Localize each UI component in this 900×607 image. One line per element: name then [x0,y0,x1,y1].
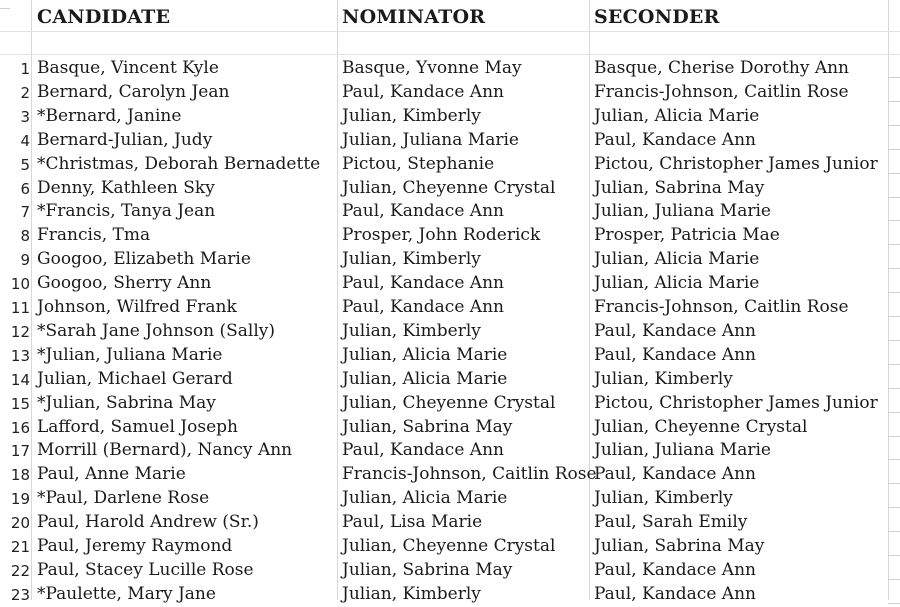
nominator-cell[interactable]: Julian, Kimberly [342,249,481,270]
table-row[interactable] [0,105,900,129]
nominator-cell[interactable]: Julian, Alicia Marie [342,488,508,509]
seconder-cell[interactable]: Francis-Johnson, Caitlin Rose [594,81,849,102]
table-row[interactable] [0,487,900,511]
seconder-cell[interactable]: Julian, Alicia Marie [594,273,760,294]
row-number: 18 [10,466,30,485]
row-divider [888,77,900,78]
seconder-cell[interactable]: Paul, Sarah Emily [594,512,748,533]
candidate-cell[interactable]: *Julian, Juliana Marie [37,344,223,365]
seconder-cell[interactable]: Pictou, Christopher James Junior [594,392,878,413]
candidate-cell[interactable]: Bernard-Julian, Judy [37,129,213,150]
nominator-cell[interactable]: Paul, Kandace Ann [342,297,504,317]
seconder-cell[interactable]: Julian, Sabrina May [594,536,765,556]
row-divider [888,531,900,532]
table-row[interactable] [0,129,900,153]
row-divider [888,244,900,245]
seconder-cell[interactable]: Basque, Cherise Dorothy Ann [594,58,850,78]
seconder-cell[interactable]: Julian, Sabrina May [594,177,765,198]
seconder-cell[interactable]: Julian, Alicia Marie [594,249,760,270]
row-divider [888,436,900,437]
row-divider [888,388,900,389]
row-number: 14 [10,370,30,389]
nominator-cell[interactable]: Julian, Kimberly [342,583,481,604]
candidate-cell[interactable]: *Paul, Darlene Rose [37,488,210,509]
candidate-cell[interactable]: *Christmas, Deborah Bernadette [37,153,321,174]
nominator-cell[interactable]: Prosper, John Roderick [342,225,541,246]
table-row[interactable] [0,392,900,416]
row-divider [888,268,900,269]
row-divider [888,364,900,365]
row-number: 2 [20,83,30,102]
row-divider [888,197,900,198]
row-divider [888,220,900,221]
row-number: 1 [20,60,30,78]
table-row[interactable] [0,272,900,296]
row-divider [888,483,900,484]
seconder-cell[interactable]: Prosper, Patricia Mae [594,225,780,246]
row-divider [888,555,900,556]
nominator-cell[interactable]: Julian, Sabrina May [342,559,513,580]
seconder-cell[interactable]: Pictou, Christopher James Junior [594,153,878,174]
table-row[interactable] [0,296,900,320]
row-number: 19 [10,490,30,509]
nominator-cell[interactable]: Julian, Cheyenne Crystal [342,177,556,198]
candidate-cell[interactable]: Googoo, Elizabeth Marie [37,249,251,270]
seconder-cell[interactable]: Paul, Kandace Ann [594,344,756,365]
table-row[interactable] [0,57,900,81]
nominator-cell[interactable]: Julian, Alicia Marie [342,368,508,389]
seconder-cell[interactable]: Julian, Cheyenne Crystal [594,416,808,437]
candidate-cell[interactable]: Denny, Kathleen Sky [37,177,215,198]
row-number: 13 [10,346,30,365]
row-number: 4 [20,131,30,150]
nominator-cell[interactable]: Julian, Kimberly [342,105,481,126]
row-number: 7 [20,203,30,222]
row-divider [0,31,900,32]
table-row[interactable] [0,200,900,224]
nominator-cell[interactable]: Francis-Johnson, Caitlin Rose [342,464,597,485]
seconder-cell[interactable]: Julian, Juliana Marie [594,201,771,222]
row-number: 20 [10,514,30,533]
header-nominator[interactable]: NOMINATOR [342,6,486,28]
row-divider [888,603,900,604]
nominator-cell[interactable]: Julian, Alicia Marie [342,344,508,365]
candidate-cell[interactable]: Paul, Jeremy Raymond [37,536,233,556]
row-divider [888,125,900,126]
row-divider [888,316,900,317]
candidate-cell[interactable]: Googoo, Sherry Ann [37,273,212,294]
row-number: 17 [10,442,30,461]
row-number: 23 [10,585,30,604]
row-number: 10 [10,275,30,294]
seconder-cell[interactable]: Julian, Juliana Marie [594,440,771,461]
row-number: 9 [20,251,30,270]
table-row[interactable] [0,153,900,177]
table-row[interactable] [0,177,900,201]
candidate-cell[interactable]: *Sarah Jane Johnson (Sally) [37,320,276,341]
nominator-cell[interactable]: Julian, Kimberly [342,320,481,341]
row-divider [888,101,900,102]
row-divider [888,149,900,150]
seconder-cell[interactable]: Paul, Kandace Ann [594,129,756,150]
row-number: 5 [20,155,30,174]
table-row[interactable] [0,463,900,487]
row-number: 3 [20,107,30,126]
row-number: 6 [20,179,30,198]
seconder-cell[interactable]: Julian, Kimberly [594,488,733,509]
nominator-cell[interactable]: Pictou, Stephanie [342,153,495,174]
seconder-cell[interactable]: Paul, Kandace Ann [594,583,756,604]
row-number: 21 [10,538,30,556]
row-divider [0,54,900,55]
row-number: 12 [10,322,30,341]
seconder-cell[interactable]: Paul, Kandace Ann [594,464,756,485]
table-row[interactable] [0,583,900,607]
seconder-cell[interactable]: Julian, Kimberly [594,368,733,389]
header-seconder[interactable]: SECONDER [594,6,720,28]
candidate-cell[interactable]: *Bernard, Janine [37,105,182,126]
nominator-cell[interactable]: Paul, Kandace Ann [342,273,504,294]
row-divider [888,340,900,341]
candidate-cell[interactable]: *Julian, Sabrina May [37,392,216,413]
row-divider [888,292,900,293]
row-divider [0,8,10,9]
row-number: 15 [10,394,30,413]
seconder-cell[interactable]: Francis-Johnson, Caitlin Rose [594,297,849,317]
table-row[interactable] [0,439,900,463]
candidate-cell[interactable]: Julian, Michael Gerard [37,368,233,389]
candidate-cell[interactable]: Lafford, Samuel Joseph [37,416,238,437]
nominator-cell[interactable]: Paul, Kandace Ann [342,81,504,102]
seconder-cell[interactable]: Paul, Kandace Ann [594,320,756,341]
table-row[interactable] [0,248,900,272]
nominator-cell[interactable]: Paul, Kandace Ann [342,440,504,461]
candidate-cell[interactable]: *Paulette, Mary Jane [37,583,216,604]
nominator-cell[interactable]: Julian, Juliana Marie [342,129,519,150]
row-number: 11 [10,299,30,317]
table-row[interactable] [0,416,900,440]
table-row[interactable] [0,559,900,583]
candidate-cell[interactable]: Morrill (Bernard), Nancy Ann [37,440,293,461]
candidate-cell[interactable]: Paul, Stacey Lucille Rose [37,559,254,580]
row-divider [888,579,900,580]
row-divider [888,459,900,460]
candidate-cell[interactable]: *Francis, Tanya Jean [37,201,216,222]
table-row[interactable] [0,224,900,248]
row-divider [888,173,900,174]
row-number: 22 [10,561,30,580]
candidate-cell[interactable]: Paul, Anne Marie [37,464,186,485]
table-row[interactable] [0,320,900,344]
candidate-cell[interactable]: Basque, Vincent Kyle [37,58,219,78]
seconder-cell[interactable]: Julian, Alicia Marie [594,105,760,126]
row-number: 8 [20,227,30,246]
row-divider [888,507,900,508]
seconder-cell[interactable]: Paul, Kandace Ann [594,559,756,580]
nominator-cell[interactable]: Julian, Sabrina May [342,416,513,437]
candidate-cell[interactable]: Paul, Harold Andrew (Sr.) [37,512,259,533]
row-divider [888,412,900,413]
candidate-cell[interactable]: Johnson, Wilfred Frank [37,297,237,317]
table-row[interactable] [0,81,900,105]
nominator-cell[interactable]: Julian, Cheyenne Crystal [342,392,556,413]
table-row[interactable] [0,511,900,535]
table-row[interactable] [0,535,900,559]
nominator-cell[interactable]: Julian, Cheyenne Crystal [342,536,556,556]
nominator-cell[interactable]: Paul, Lisa Marie [342,512,483,533]
table-row[interactable] [0,344,900,368]
header-candidate[interactable]: CANDIDATE [37,6,171,28]
nominator-cell[interactable]: Paul, Kandace Ann [342,201,504,222]
row-number: 16 [10,418,30,437]
candidate-cell[interactable]: Bernard, Carolyn Jean [37,81,230,102]
table-row[interactable] [0,368,900,392]
nominator-cell[interactable]: Basque, Yvonne May [342,58,522,78]
candidate-cell[interactable]: Francis, Tma [37,225,151,246]
